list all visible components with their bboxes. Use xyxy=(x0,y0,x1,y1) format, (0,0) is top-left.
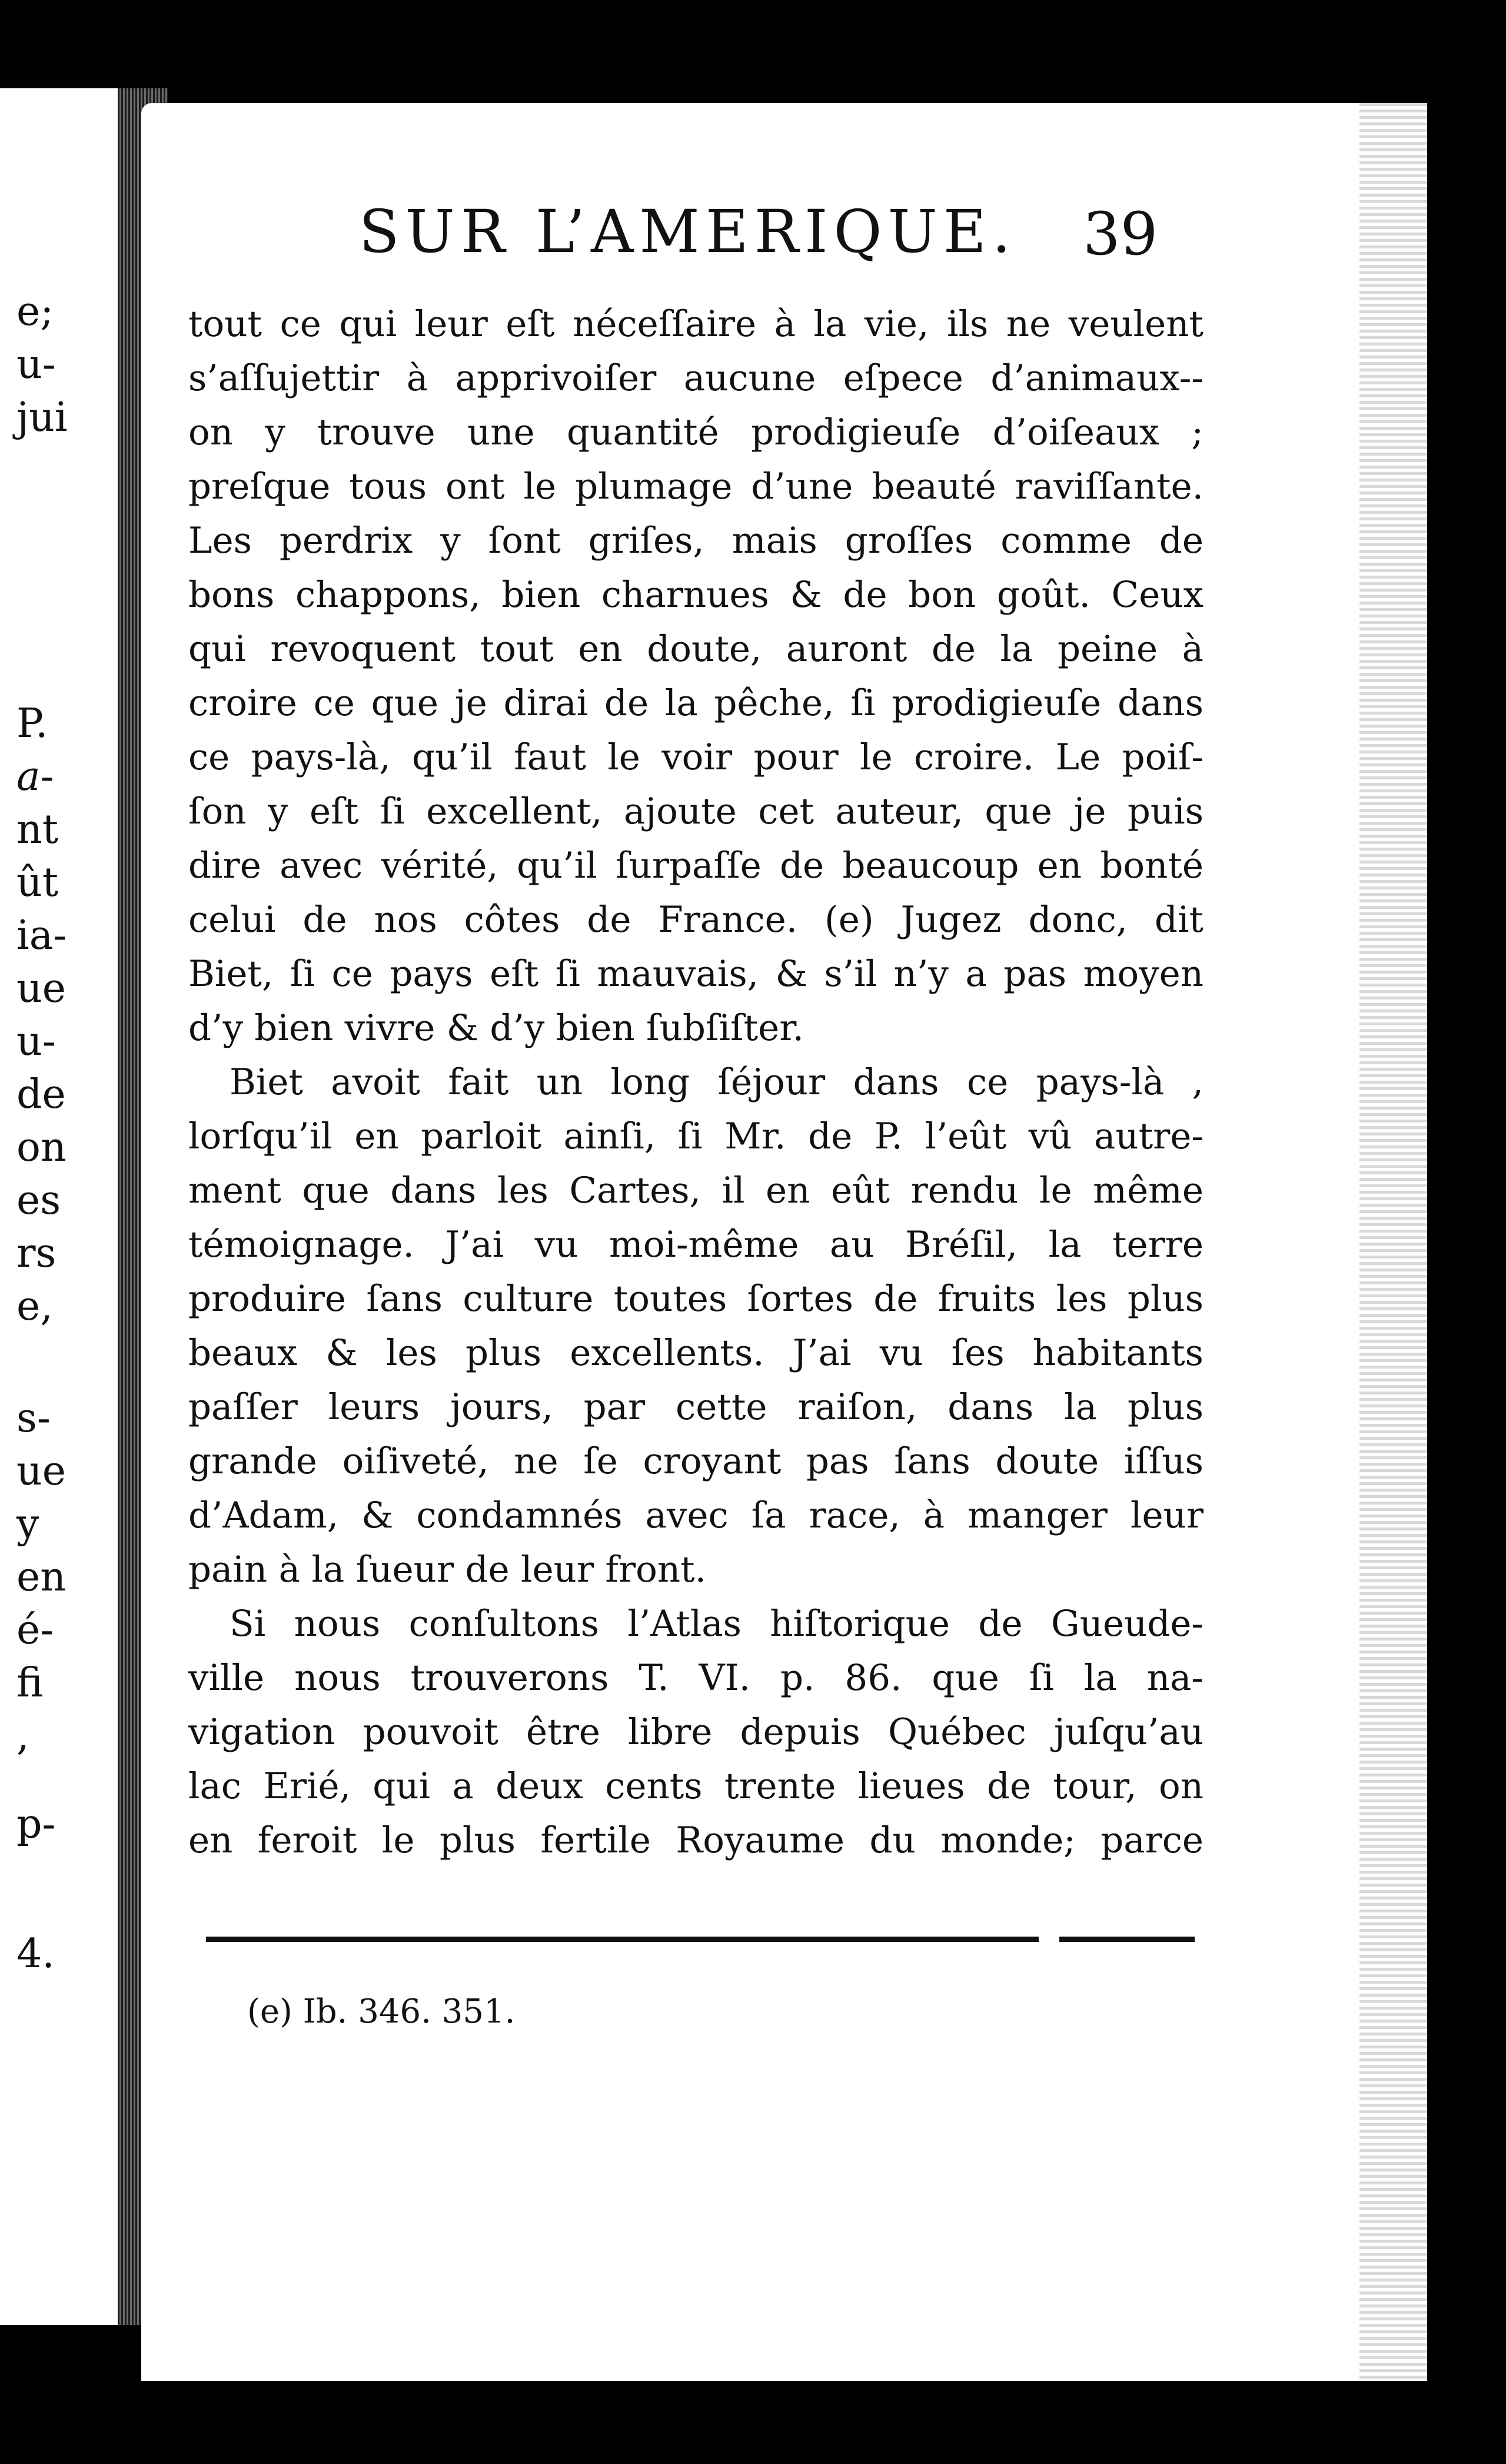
previous-page-fragment: on xyxy=(16,1124,67,1171)
text-line: preſque tous ont le plumage d’une beauté raviſſante. xyxy=(188,466,1204,507)
text-line: Si nous conſultons l’Atlas hiſtorique de Gueude- xyxy=(230,1603,1204,1645)
previous-page-fragment: en xyxy=(16,1554,67,1600)
previous-page-fragment: y xyxy=(16,1501,39,1548)
previous-page-fragment: ue xyxy=(16,1448,67,1495)
previous-page-fragment: a- xyxy=(16,753,54,800)
previous-page-fragment: 4. xyxy=(16,1931,55,1977)
text-line: d’Adam, & condamnés avec ſa race, à manger leur xyxy=(188,1495,1204,1536)
text-line: ville nous trouverons T. VI. p. 86. que ſi la na- xyxy=(188,1657,1204,1699)
text-line: beaux & les plus excellents. J’ai vu ſes habitants xyxy=(188,1332,1204,1374)
text-line: grande oiſiveté, ne ſe croyant pas ſans doute iſſus xyxy=(188,1440,1204,1482)
previous-page-fragment: jui xyxy=(16,394,68,441)
text-line: pain à la ſueur de leur front. xyxy=(188,1549,707,1590)
previous-page-edge xyxy=(0,88,132,2325)
footnote: (e) Ib. 346. 351. xyxy=(247,1993,516,2031)
text-line: Biet avoit fait un long ſéjour dans ce pays-là , xyxy=(230,1061,1204,1103)
previous-page-fragment: s- xyxy=(16,1395,51,1442)
body-text xyxy=(188,297,1204,1868)
previous-page-fragment: ût xyxy=(16,859,59,906)
previous-page-fragment: é- xyxy=(16,1607,54,1653)
previous-page-fragment: de xyxy=(16,1071,66,1118)
footnote-rule-end xyxy=(1059,1937,1195,1942)
book-page xyxy=(141,103,1427,2381)
running-title: SUR L’AMERIQUE. xyxy=(359,197,1017,266)
text-line: produire ſans culture toutes ſortes de fruits les plus xyxy=(188,1278,1204,1320)
text-line: Les perdrix y ſont griſes, mais groſſes comme de xyxy=(188,520,1204,562)
text-line: ſon y eſt ſi excellent, ajoute cet auteur, que je puis xyxy=(188,791,1204,832)
previous-page-fragment: fi xyxy=(16,1660,44,1706)
text-line: ce pays-là, qu’il faut le voir pour le croire. Le poiſ- xyxy=(188,736,1204,778)
previous-page-fragment: u- xyxy=(16,341,56,388)
text-line: croire ce que je dirai de la pêche, ſi prodigieuſe dans xyxy=(188,682,1204,724)
text-line: témoignage. J’ai vu moi-même au Bréſil, la terre xyxy=(188,1224,1204,1266)
previous-page-fragment: rs xyxy=(16,1230,56,1277)
text-line: celui de nos côtes de France. (e) Jugez donc, dit xyxy=(188,899,1204,941)
page-number: 39 xyxy=(1083,200,1158,268)
previous-page-fragment: p- xyxy=(16,1801,56,1848)
previous-page-fragment: ia- xyxy=(16,912,67,959)
previous-page-fragment: ue xyxy=(16,965,67,1012)
text-line: s’aſſujettir à apprivoiſer aucune eſpece d’animaux-- xyxy=(188,357,1204,399)
page-header xyxy=(141,197,1427,274)
previous-page-fragment: es xyxy=(16,1177,61,1224)
text-line: on y trouve une quantité prodigieuſe d’oiſeaux ; xyxy=(188,411,1204,453)
text-line: bons chappons, bien charnues & de bon goût. Ceux xyxy=(188,574,1204,616)
text-line: tout ce qui leur eſt néceſſaire à la vie, ils ne veulent xyxy=(188,303,1204,345)
footnote-rule xyxy=(206,1937,1039,1942)
previous-page-fragment: e, xyxy=(16,1283,53,1330)
previous-page-fragment: u- xyxy=(16,1018,56,1065)
text-line: lac Erié, qui a deux cents trente lieues de tour, on xyxy=(188,1765,1204,1807)
text-line: d’y bien vivre & d’y bien ſubſiſter. xyxy=(188,1007,804,1049)
previous-page-fragment: P. xyxy=(16,700,48,747)
text-line: qui revoquent tout en doute, auront de la peine à xyxy=(188,628,1204,670)
text-line: vigation pouvoit être libre depuis Québec juſqu’au xyxy=(188,1711,1204,1753)
previous-page-fragment: nt xyxy=(16,806,59,853)
text-line: Biet, ſi ce pays eſt ſi mauvais, & s’il n’y a pas moyen xyxy=(188,953,1204,995)
text-line: paſſer leurs jours, par cette raiſon, dans la plus xyxy=(188,1386,1204,1428)
page-edge-stack xyxy=(1359,103,1427,2381)
text-line: dire avec vérité, qu’il ſurpaſſe de beaucoup en bonté xyxy=(188,845,1204,886)
previous-page-fragment: e; xyxy=(16,288,54,335)
text-line: lorſqu’il en parloit ainſi, ſi Mr. de P. l’eût vû autre- xyxy=(188,1115,1204,1157)
text-line: ment que dans les Cartes, il en eût rendu le même xyxy=(188,1170,1204,1211)
text-line: en feroit le plus fertile Royaume du monde; parce xyxy=(188,1819,1204,1861)
previous-page-fragment: , xyxy=(16,1713,29,1759)
